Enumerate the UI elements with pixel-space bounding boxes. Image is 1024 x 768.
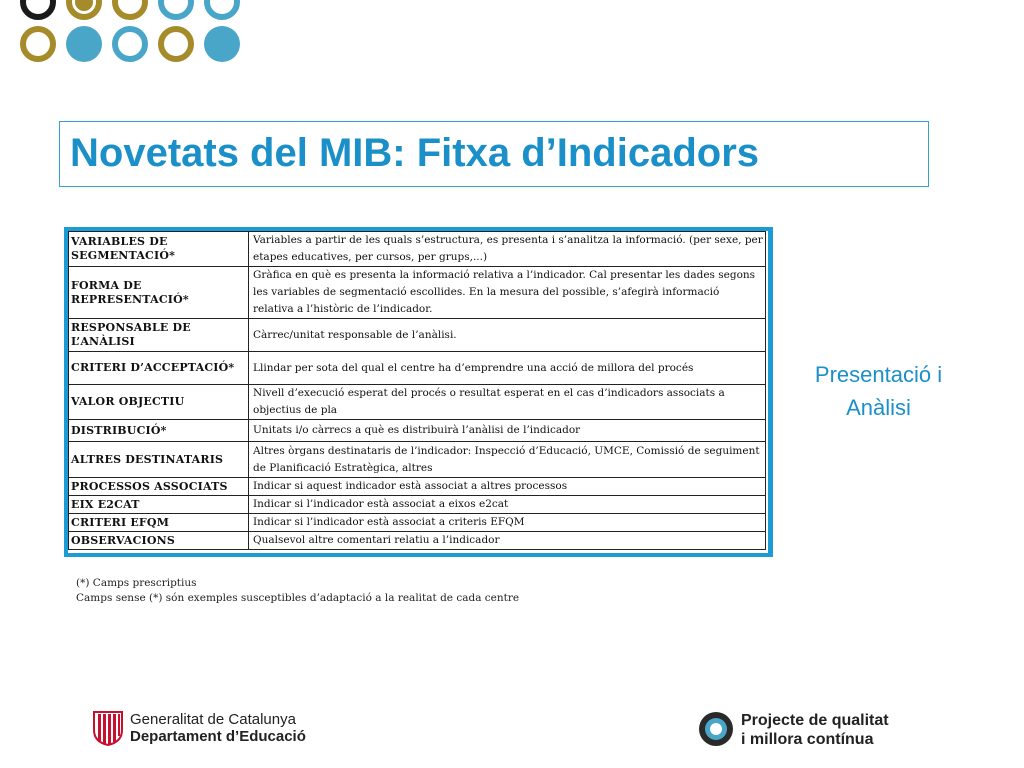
- row-description: Indicar si l’indicador està associat a criteris EFQM: [249, 514, 766, 532]
- table-row: [69, 385, 766, 420]
- row-label: ALTRES DESTINATARIS: [69, 442, 249, 478]
- row-label: EIX E2CAT: [69, 496, 249, 514]
- table-row: [69, 478, 766, 496]
- row-label: VALOR OBJECTIU: [69, 385, 249, 420]
- projecte-line1: Projecte de qualitat: [741, 712, 889, 729]
- dots-decoration: [0, 0, 260, 75]
- generalitat-line1: Generalitat de Catalunya: [130, 711, 296, 728]
- section-label-line1: Presentació i: [814, 362, 943, 387]
- generalitat-name: [130, 711, 306, 746]
- projecte-line2: i millora contínua: [741, 731, 874, 748]
- table-row: [69, 496, 766, 514]
- row-description: Gràfica en què es presenta la informació relativa a l’indicador. Cal presentar les dades segons les variables de segmentació escollides. En la mesura del possible, s’afegirà informació relativa a l’històric de l’indicador.: [249, 267, 766, 319]
- row-description: Nivell d’execució esperat del procés o resultat esperat en el cas d’indicadors associats a objectius de pla: [249, 385, 766, 420]
- row-label: VARIABLES DE SEGMENTACIÓ*: [69, 232, 249, 267]
- indicator-table-container: [68, 231, 768, 553]
- indicator-table-frame: [64, 227, 773, 557]
- row-label: DISTRIBUCIÓ*: [69, 420, 249, 442]
- table-row: [69, 232, 766, 267]
- row-label: FORMA DE REPRESENTACIÓ*: [69, 267, 249, 319]
- row-description: Altres òrgans destinataris de l’indicador: Inspecció d’Educació, UMCE, Comissió de seguiment de Planificació Estratègica, altres: [249, 442, 766, 478]
- row-description: Indicar si l’indicador està associat a eixos e2cat: [249, 496, 766, 514]
- generalitat-line2: Departament d’Educació: [130, 728, 306, 745]
- table-row: [69, 532, 766, 550]
- projecte-qualitat-name: [741, 711, 889, 749]
- row-label: PROCESSOS ASSOCIATS: [69, 478, 249, 496]
- row-description: Variables a partir de les quals s’estructura, es presenta i s’analitza la informació. (per sexe, per etapes educatives, per cursos, per grups,...): [249, 232, 766, 267]
- title-box: [59, 121, 929, 187]
- table-row: [69, 442, 766, 478]
- projecte-qualitat-logo-icon: [697, 710, 735, 748]
- row-description: Llindar per sota del qual el centre ha d’emprendre una acció de millora del procés: [249, 352, 766, 385]
- table-row: [69, 319, 766, 352]
- row-label: CRITERI D’ACCEPTACIÓ*: [69, 352, 249, 385]
- footnotes: [76, 576, 519, 606]
- row-description: Unitats i/o càrrecs a què es distribuirà l’anàlisi de l’indicador: [249, 420, 766, 442]
- row-label: CRITERI EFQM: [69, 514, 249, 532]
- row-description: Indicar si aquest indicador està associat a altres processos: [249, 478, 766, 496]
- generalitat-logo-icon: [92, 710, 124, 746]
- row-label: RESPONSABLE DE L’ANÀLISI: [69, 319, 249, 352]
- row-description: Qualsevol altre comentari relatiu a l’indicador: [249, 532, 766, 550]
- row-label: OBSERVACIONS: [69, 532, 249, 550]
- section-label-line2: Anàlisi: [846, 395, 911, 420]
- table-row: [69, 514, 766, 532]
- indicator-table: [68, 231, 766, 550]
- footnote-optional: Camps sense (*) són exemples susceptibles d’adaptació a la realitat de cada centre: [76, 592, 520, 604]
- table-row: [69, 267, 766, 319]
- page-title: Novetats del MIB: Fitxa d’Indicadors: [70, 131, 760, 175]
- section-label: [786, 358, 971, 424]
- row-description: Càrrec/unitat responsable de l’anàlisi.: [249, 319, 766, 352]
- table-row: [69, 420, 766, 442]
- table-row: [69, 352, 766, 385]
- footnote-prescriptive: (*) Camps prescriptius: [76, 577, 197, 589]
